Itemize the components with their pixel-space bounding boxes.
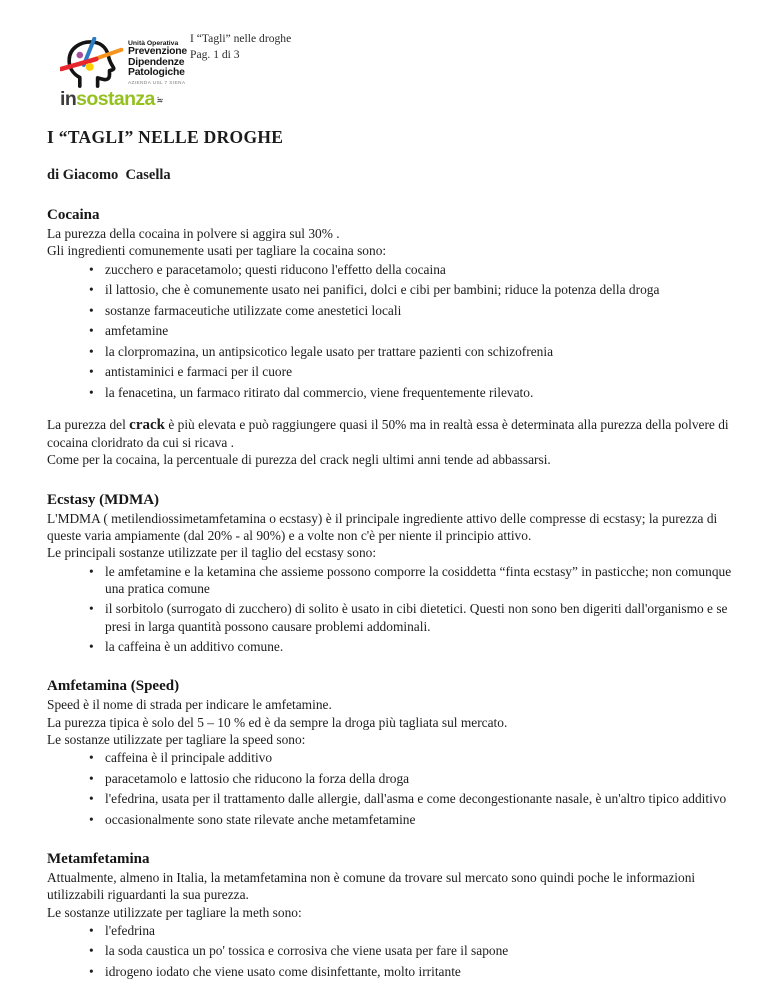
paragraph: Gli ingredienti comunemente usati per tagliare la cocaina sono: xyxy=(47,243,387,259)
header-doc-title: I “Tagli” nelle droghe xyxy=(190,32,292,45)
list-item: • l'efedrina xyxy=(47,922,732,939)
paragraph: Attualmente, almeno in Italia, la metamfetamina non è comune da trovare sul mercato sono quindi poche le informazioni utilizzabili riguardanti la sua purezza. xyxy=(47,870,696,903)
bullet-list-cocaina xyxy=(47,261,732,401)
page-title: I “TAGLI” NELLE DROGHE xyxy=(47,127,284,147)
head-mikado-icon xyxy=(60,37,126,89)
bullet-list-amfetamina xyxy=(47,749,732,828)
section-ecstasy xyxy=(47,492,732,656)
crack-paragraph xyxy=(47,416,732,452)
list-item: • caffeina è il principale additivo xyxy=(47,749,732,766)
brand-main: sostanza xyxy=(76,88,155,110)
paragraph: Speed è il nome di strada per indicare le amfetamine. xyxy=(47,697,332,713)
list-item: • antistaminici e farmaci per il cuore xyxy=(47,363,732,380)
logo-unit-label: Unità Operativa xyxy=(128,40,179,47)
section-metamfetamina xyxy=(47,851,732,980)
bullet-list-metamfetamina xyxy=(47,922,732,980)
paragraph: Le principali sostanze utilizzate per il taglio del ecstasy sono: xyxy=(47,545,377,561)
paragraph: Le sostanze utilizzate per tagliare la meth sono: xyxy=(47,904,302,920)
logo-org-line3: Patologiche xyxy=(128,67,185,79)
crack-bold-word: crack xyxy=(129,416,165,433)
logo-org-line1: Prevenzione xyxy=(128,46,188,57)
brand-prefix: in xyxy=(60,88,77,110)
bullet-list-ecstasy xyxy=(47,563,732,656)
section-heading-ecstasy: Ecstasy (MDMA) xyxy=(47,491,160,508)
header-page-number: Pag. 1 di 3 xyxy=(190,47,240,61)
section-heading-metamfetamina: Metamfetamina xyxy=(47,851,150,868)
list-item: • paracetamolo e lattosio che riducono la forza della droga xyxy=(47,770,732,787)
paragraph: L'MDMA ( metilendiossimetamfetamina o ecstasy) è il principale ingrediente attivo delle compresse di ecstasy; la purezza di queste varia ampiamente (dal 20% - al 90%) e a volte non c'è per niente il principio attivo. xyxy=(47,510,718,543)
list-item: • zucchero e paracetamolo; questi riducono l'effetto della cocaina xyxy=(47,261,732,278)
list-item: • sostanze farmaceutiche utilizzate come anestetici locali xyxy=(47,302,732,319)
list-item: • amfetamine xyxy=(47,322,732,339)
section-amfetamina xyxy=(47,678,732,828)
list-item: • la soda caustica un po' tossica e corrosiva che viene usata per fare il sapone xyxy=(47,942,732,959)
logo-org-line2: Dipendenze xyxy=(128,56,185,68)
crack-paragraph-line2: Come per la cocaina, la percentuale di purezza del crack negli ultimi anni tende ad abbassarsi. xyxy=(47,452,551,468)
logo-agency-label: AZIENDA USL 7 SIENA xyxy=(128,81,186,87)
paragraph: La purezza della cocaina in polvere si aggira sul 30% . xyxy=(47,226,340,241)
logo-brand-wordmark xyxy=(60,90,188,109)
document-content xyxy=(47,127,732,983)
section-heading-cocaina: Cocaina xyxy=(47,207,100,223)
list-item: • il sorbitolo (surrogato di zucchero) di solito è usato in cibi dietetici. Questi non sono ben digeriti dall'organismo e se presi in larga quantità possono causare problemi addominali. xyxy=(47,600,732,635)
crack-text-before: La purezza del xyxy=(47,416,130,432)
list-item: • il lattosio, che è comunemente usato nei panifici, dolci e cibi per bambini; riduce la potenza della droga xyxy=(47,281,732,298)
paragraph: La purezza tipica è solo del 5 – 10 % ed è da sempre la droga più tagliata sul mercato. xyxy=(47,714,508,730)
list-item: • idrogeno iodato che viene usato come disinfettante, molto irritante xyxy=(47,963,732,980)
list-item: • la fenacetina, un farmaco ritirato dal commercio, viene frequentemente rilevato. xyxy=(47,384,732,401)
logo-top-row xyxy=(60,37,188,89)
section-heading-amfetamina: Amfetamina (Speed) xyxy=(47,678,180,695)
list-item: • occasionalmente sono state rilevate anche metamfetamine xyxy=(47,811,732,828)
brand-tld: .it xyxy=(155,96,163,103)
author-line: di Giacomo Casella xyxy=(47,167,171,183)
list-item: • la caffeina è un additivo comune. xyxy=(47,638,732,655)
logo-text-column xyxy=(128,37,187,86)
crack-text-after: è più elevata e può raggiungere quasi il 50% ma in realtà essa è determinata alla purezza della polvere di cocaina cloridrato da cui si ricava . xyxy=(47,416,729,451)
list-item: • la clorpromazina, un antipsicotico legale usato per trattare pazienti con schizofrenia xyxy=(47,343,732,360)
list-item: • l'efedrina, usata per il trattamento dalle allergie, dall'asma e come decongestionante nasale, è un'altro tipico additivo xyxy=(47,790,732,807)
section-cocaina xyxy=(47,207,732,469)
paragraph: Le sostanze utilizzate per tagliare la speed sono: xyxy=(47,732,306,748)
page-header xyxy=(190,31,291,62)
list-item: • le amfetamine e la ketamina che assieme possono comporre la cosiddetta “finta ecstasy” in pasticche; non comunque una pratica comune xyxy=(47,563,732,598)
insostanza-logo xyxy=(60,37,188,109)
